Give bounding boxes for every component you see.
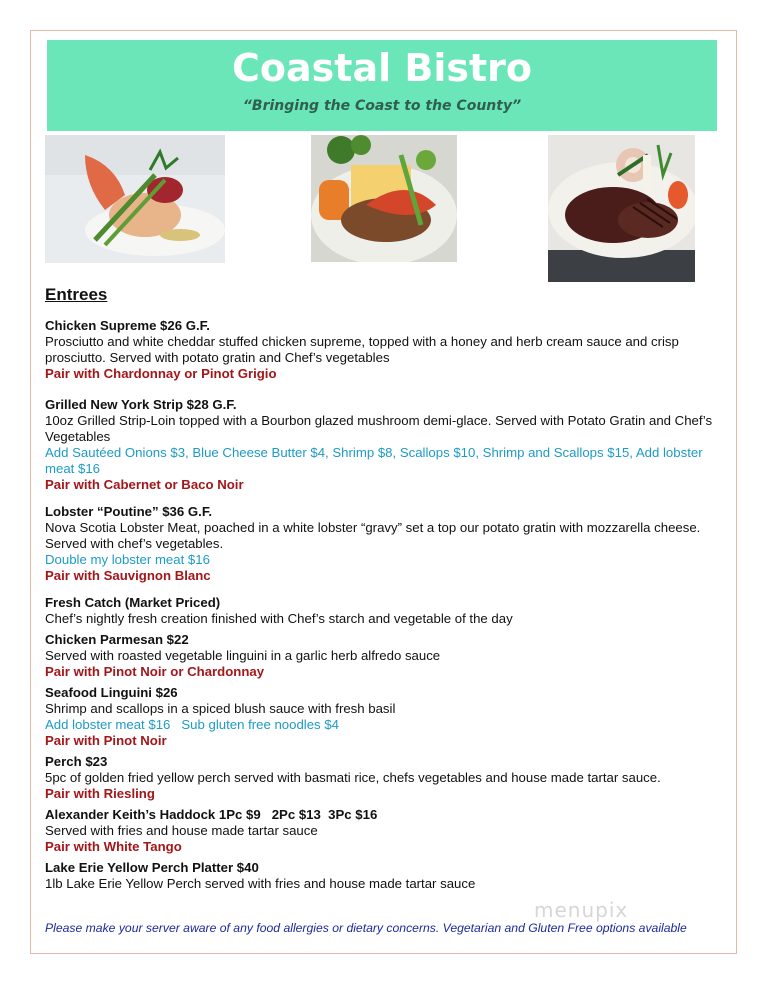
- item-description: 1lb Lake Erie Yellow Perch served with fries and house made tartar sauce: [45, 876, 476, 891]
- item-description: Shrimp and scallops in a spiced blush sauce with fresh basil: [45, 701, 396, 716]
- item-pairing: Pair with Pinot Noir: [45, 733, 167, 748]
- item-pairing: Pair with Cabernet or Baco Noir: [45, 477, 244, 492]
- item-addons: Add lobster meat $16 Sub gluten free noodles $4: [45, 717, 339, 732]
- restaurant-tagline: “Bringing the Coast to the County”: [242, 98, 522, 114]
- item-name: Lobster “Poutine” $36 G.F.: [45, 504, 213, 519]
- item-description: Served with roasted vegetable linguini in a garlic herb alfredo sauce: [45, 648, 441, 663]
- item-name: Grilled New York Strip $28 G.F.: [45, 397, 237, 412]
- item-name: Seafood Linguini $26: [45, 685, 178, 700]
- item-pairing: Pair with White Tango: [45, 839, 182, 854]
- menu-item-chicken-supreme: [45, 318, 725, 382]
- item-name: Perch $23: [45, 754, 108, 769]
- dish-photo-1: [45, 135, 225, 263]
- menu-item-chicken-parmesan: [45, 632, 725, 680]
- menu-item-perch-platter: [45, 860, 725, 892]
- watermark-logo: menupix: [534, 898, 629, 922]
- menu-item-haddock: [45, 807, 725, 855]
- section-heading-entrees: Entrees: [45, 285, 108, 304]
- item-description: Chef’s nightly fresh creation finished with Chef’s starch and vegetable of the day: [45, 611, 513, 626]
- item-pairing: Pair with Pinot Noir or Chardonnay: [45, 664, 265, 679]
- item-name: Chicken Supreme $26 G.F.: [45, 318, 210, 333]
- menu-item-ny-strip: [45, 397, 725, 493]
- dish-photo-3: [548, 135, 695, 282]
- menu-item-fresh-catch: [45, 595, 725, 627]
- item-name: Chicken Parmesan $22: [45, 632, 189, 647]
- menu-item-lobster-poutine: [45, 504, 725, 584]
- entrees-list: [45, 318, 725, 897]
- item-description: Nova Scotia Lobster Meat, poached in a white lobster “gravy” set a top our potato gratin with mozzarella cheese. Served with chef’s vegetables.: [45, 520, 701, 551]
- header-banner: [47, 40, 717, 131]
- menu-item-perch: [45, 754, 725, 802]
- item-description: Served with fries and house made tartar sauce: [45, 823, 318, 838]
- item-description: Prosciutto and white cheddar stuffed chicken supreme, topped with a honey and herb cream sauce and crisp prosciutto. Served with potato gratin and Chef’s vegetables: [45, 334, 679, 365]
- restaurant-title: Coastal Bistro: [232, 46, 532, 90]
- item-pairing: Pair with Riesling: [45, 786, 155, 801]
- item-description: 10oz Grilled Strip-Loin topped with a Bourbon glazed mushroom demi-glace. Served with Potato Gratin and Chef’s Vegetables: [45, 413, 713, 444]
- item-name: Lake Erie Yellow Perch Platter $40: [45, 860, 259, 875]
- item-pairing: Pair with Sauvignon Blanc: [45, 568, 211, 583]
- menu-item-seafood-linguini: [45, 685, 725, 749]
- item-addons: Add Sautéed Onions $3, Blue Cheese Butter $4, Shrimp $8, Scallops $10, Shrimp and Scallops $15, Add lobster meat $16: [45, 445, 703, 476]
- dish-photo-2: [311, 135, 457, 262]
- item-pairing: Pair with Chardonnay or Pinot Grigio: [45, 366, 277, 381]
- item-description: 5pc of golden fried yellow perch served with basmati rice, chefs vegetables and house made tartar sauce.: [45, 770, 661, 785]
- item-name: Alexander Keith’s Haddock 1Pc $9 2Pc $13 3Pc $16: [45, 807, 378, 822]
- allergy-footnote: Please make your server aware of any food allergies or dietary concerns. Vegetarian and Gluten Free options available: [45, 921, 687, 935]
- item-addons: Double my lobster meat $16: [45, 552, 210, 567]
- item-name: Fresh Catch (Market Priced): [45, 595, 221, 610]
